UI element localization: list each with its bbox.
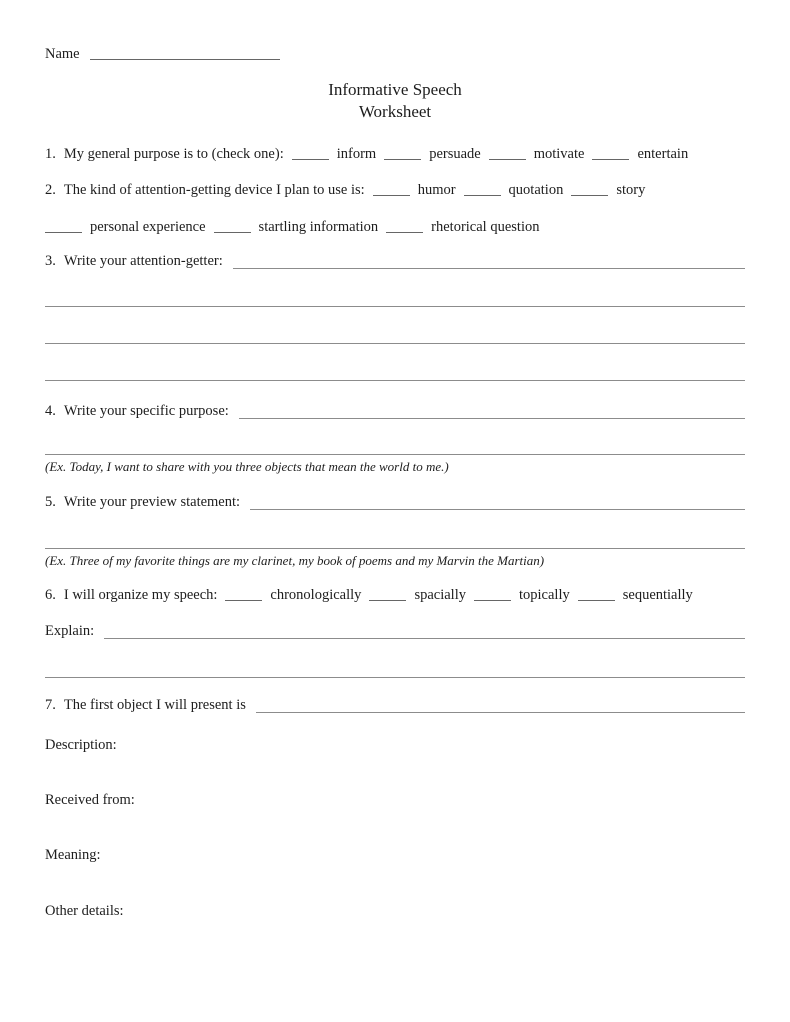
option-label-rhetorical-question: rhetorical question: [431, 219, 540, 235]
option-label-spacially: spacially: [414, 587, 466, 603]
blank-entertain[interactable]: [592, 159, 629, 160]
blank-inform[interactable]: [292, 159, 329, 160]
question-7-label: The first object I will present is: [63, 697, 246, 713]
received-from-label: Received from:: [45, 792, 135, 808]
preview-statement-line[interactable]: [250, 509, 745, 510]
page-title: [0, 79, 790, 123]
page-title-line1: Informative Speech: [328, 80, 462, 99]
description-label: Description:: [45, 737, 117, 753]
question-5-example: (Ex. Three of my favorite things are my clarinet, my book of poems and my Marvin the Martian): [45, 553, 545, 568]
explain-line[interactable]: [104, 638, 745, 639]
option-label-startling-information: startling information: [258, 219, 379, 235]
first-object-line[interactable]: [256, 712, 745, 713]
blank-quotation[interactable]: [464, 195, 501, 196]
question-1-number: 1.: [45, 146, 56, 162]
question-7-number: 7.: [45, 697, 56, 713]
option-label-quotation: quotation: [508, 182, 564, 198]
question-4: [45, 401, 745, 422]
option-label-topically: topically: [518, 587, 570, 603]
option-label-personal-experience: personal experience: [90, 219, 206, 235]
answer-line[interactable]: [45, 548, 745, 549]
blank-sequentially[interactable]: [578, 600, 615, 601]
name-row: [45, 44, 745, 65]
option-label-motivate: motivate: [533, 146, 585, 162]
option-label-persuade: persuade: [429, 146, 481, 162]
attention-getter-line[interactable]: [233, 268, 745, 269]
blank-persuade[interactable]: [384, 159, 421, 160]
question-4-number: 4.: [45, 403, 56, 419]
question-1: [45, 144, 745, 165]
blank-motivate[interactable]: [489, 159, 526, 160]
blank-startling-information[interactable]: [214, 232, 251, 233]
option-label-humor: humor: [417, 182, 456, 198]
question-3: [45, 251, 745, 272]
question-3-label: Write your attention-getter:: [63, 253, 223, 269]
blank-humor[interactable]: [373, 195, 410, 196]
name-input-line[interactable]: [90, 59, 280, 60]
blank-personal-experience[interactable]: [45, 232, 82, 233]
blank-rhetorical-question[interactable]: [386, 232, 423, 233]
answer-line[interactable]: [45, 454, 745, 455]
option-label-sequentially: sequentially: [622, 587, 693, 603]
blank-story[interactable]: [571, 195, 608, 196]
blank-spacially[interactable]: [369, 600, 406, 601]
question-6-label: I will organize my speech:: [63, 587, 218, 603]
question-2: [45, 180, 745, 201]
blank-chronologically[interactable]: [225, 600, 262, 601]
question-2-label: The kind of attention-getting device I plan to use is:: [63, 182, 365, 198]
answer-line[interactable]: [45, 677, 745, 678]
option-label-inform: inform: [336, 146, 377, 162]
question-4-example: (Ex. Today, I want to share with you three objects that mean the world to me.): [45, 459, 449, 474]
answer-line[interactable]: [45, 380, 745, 381]
question-4-label: Write your specific purpose:: [63, 403, 229, 419]
page-title-line2: Worksheet: [358, 102, 432, 121]
question-5-label: Write your preview statement:: [63, 494, 241, 510]
explain-row: [45, 621, 745, 642]
question-7: [45, 695, 745, 716]
question-5-number: 5.: [45, 494, 56, 510]
answer-line[interactable]: [45, 306, 745, 307]
meaning-label: Meaning:: [45, 847, 101, 863]
question-3-number: 3.: [45, 253, 56, 269]
question-2-continued: [45, 217, 745, 238]
specific-purpose-line[interactable]: [239, 418, 745, 419]
option-label-chronologically: chronologically: [270, 587, 362, 603]
question-6-number: 6.: [45, 587, 56, 603]
option-label-story: story: [616, 182, 646, 198]
question-5: [45, 492, 745, 513]
question-2-number: 2.: [45, 182, 56, 198]
question-1-label: My general purpose is to (check one):: [63, 146, 284, 162]
question-6: [45, 585, 745, 606]
answer-line[interactable]: [45, 343, 745, 344]
name-label: Name: [45, 46, 80, 62]
other-details-label: Other details:: [45, 903, 124, 919]
blank-topically[interactable]: [474, 600, 511, 601]
explain-label: Explain:: [45, 623, 95, 639]
option-label-entertain: entertain: [637, 146, 689, 162]
